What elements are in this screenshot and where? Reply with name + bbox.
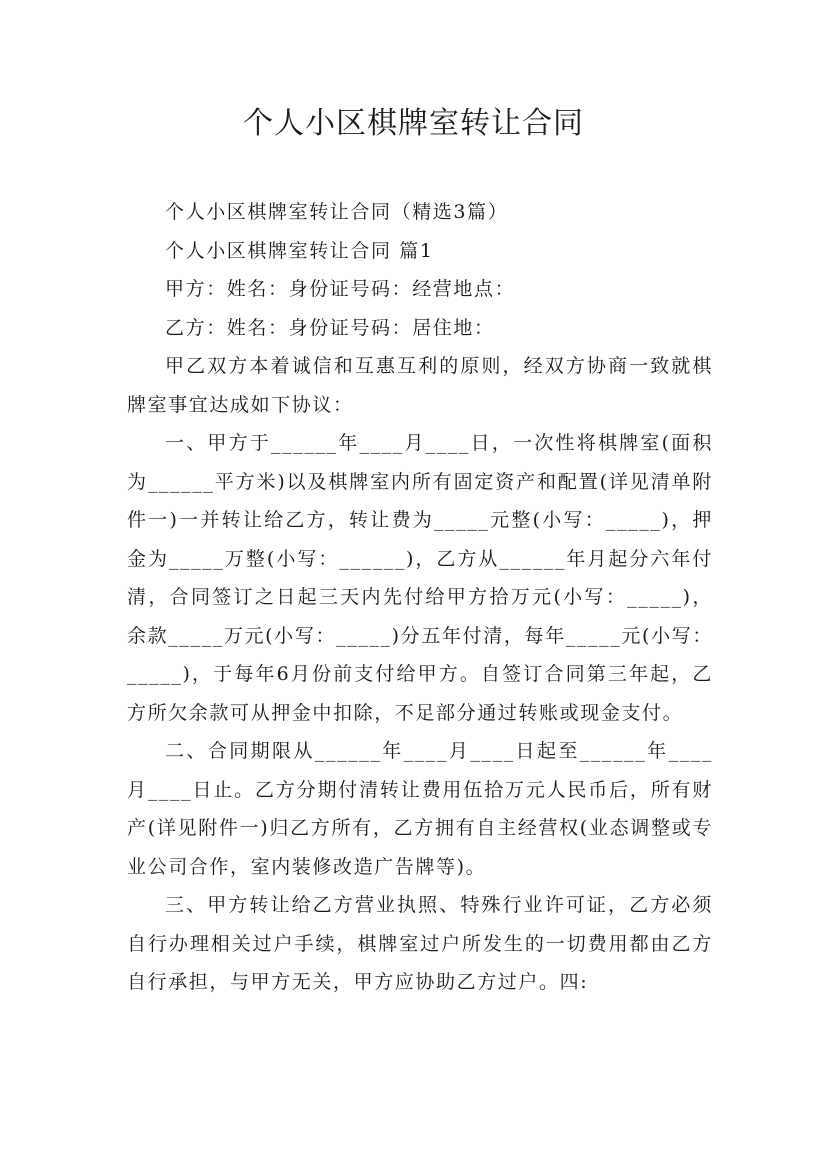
- paragraph-subtitle: 个人小区棋牌室转让合同（精选3篇）: [165, 201, 509, 223]
- document-title: 个人小区棋牌室转让合同: [243, 106, 584, 141]
- paragraph-preamble: 甲乙双方本着诚信和互惠互利的原则，经双方协商一致就棋牌室事宜达成如下协议：: [127, 355, 713, 416]
- paragraph-clause-3: 三、甲方转让给乙方营业执照、特殊行业许可证，乙方必须自行办理相关过户手续，棋牌室过户所发生的一切费用都由乙方自行承担，与甲方无关，甲方应协助乙方过户。四:: [127, 894, 713, 993]
- paragraph-party-b: 乙方：姓名：身份证号码：居住地：: [165, 316, 495, 339]
- document-body: [127, 193, 713, 1002]
- paragraph-party-a: 甲方：姓名：身份证号码：经营地点：: [165, 278, 516, 300]
- paragraph-clause-2: 二、合同期限从______年____月____日起至______年____月____日止。乙方分期付清转让费用伍拾万元人民币后，所有财产(详见附件一)归乙方所有，乙方拥有自主经营权(业态调整或专业公司合作，室内装修改造广告牌等)。: [127, 740, 713, 878]
- paragraph-section-heading: 个人小区棋牌室转让合同 篇1: [165, 239, 434, 262]
- paragraph-clause-1: 一、甲方于______年____月____日，一次性将棋牌室(面积为______平方米)以及棋牌室内所有固定资产和配置(详见清单附件一)一并转让给乙方，转让费为_____元整(小写：_____)，押金为_____万整(小写：______)，乙方从______年月起分六年付清，合同签订之日起三天内先付给甲方拾万元(小写：_____)，余款_____万元(小写：_____)分五年付清，每年_____元(小写：_____)，于每年6月份前支付给甲方。自签订合同第三年起，乙方所欠余款可从押金中扣除，不足部分通过转账或现金支付。: [127, 432, 713, 724]
